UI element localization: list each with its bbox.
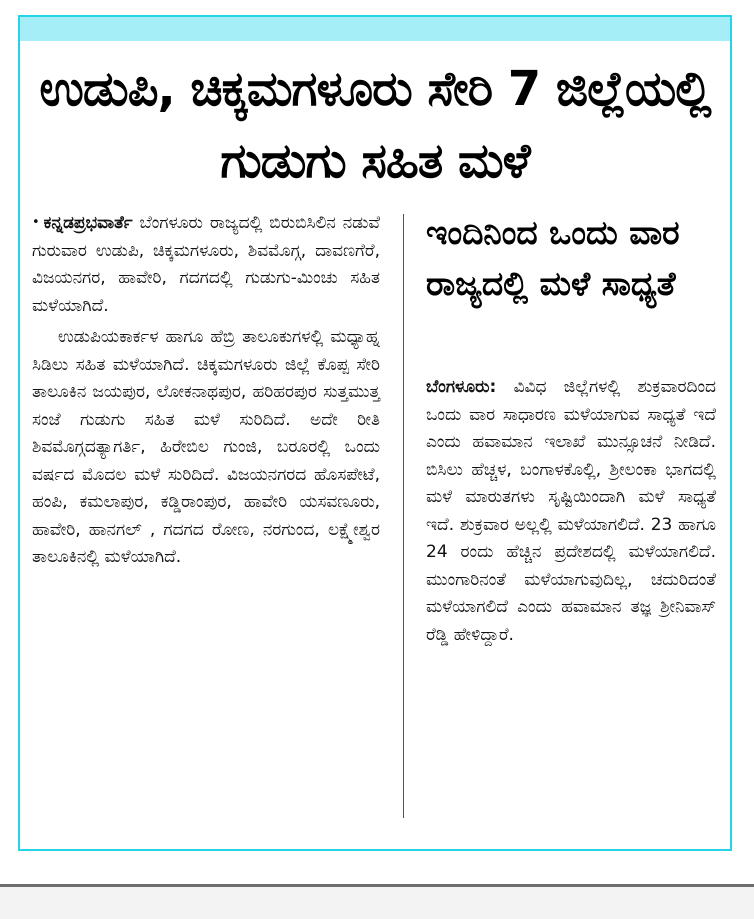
- right-article-headline: ಇಂದಿನಿಂದ ಒಂದು ವಾರ ರಾಜ್ಯದಲ್ಲಿ ಮಳೆ ಸಾಧ್ಯತೆ: [426, 213, 680, 303]
- left-article-para1-text: ರಾಜ್ಯದಲ್ಲಿ ಬಿರುಬಿಸಿಲಿನ ನಡುವೆ ಗುರುವಾರ ಉಡುಪಿ, ಚಿಕ್ಕಮಗಳೂರು, ಶಿವಮೊಗ್ಗ, ದಾವಣಗೆರೆ, ವಿಜಯನಗರ, ಹಾವೇರಿ, ಗದಗದಲ್ಲಿ ಗುಡುಗು-ಮಿಂಚು ಸಹಿತ ಮಳೆಯಾಗಿದೆ.: [32, 213, 380, 316]
- byline-location: ಬೆಂಗಳೂರು: [139, 213, 203, 233]
- left-article: [32, 209, 380, 572]
- main-headline: ಉಡುಪಿ, ಚಿಕ್ಕಮಗಳೂರು ಸೇರಿ 7 ಜಿಲ್ಲೆಯಲ್ಲಿ ಗುಡುಗು ಸಹಿತ ಮಳೆ: [39, 61, 711, 189]
- left-article-para2: ಉಡುಪಿಯಕಾರ್ಕಳ ಹಾಗೂ ಹೆಬ್ರಿ ತಾಲೂಕುಗಳಲ್ಲಿ ಮಧ್ಯಾಹ್ನ ಸಿಡಿಲು ಸಹಿತ ಮಳೆಯಾಗಿದೆ. ಚಿಕ್ಕಮಗಳೂರು ಜಿಲ್ಲೆ ಕೊಪ್ಪ ಸೇರಿ ತಾಲೂಕಿನ ಜಯಪುರ, ಲೋಕನಾಥಪುರ, ಹರಿಹರಪುರ ಸುತ್ತಮುತ್ತ ಸಂಜೆ ಗುಡುಗು ಸಹಿತ ಮಳೆ ಸುರಿದಿದೆ. ಅದೇ ರೀತಿ ಶಿವಮೊಗ್ಗದತ್ಯಾಗರ್ತಿ, ಹಿರೇಬಿಲ ಗುಂಜಿ, ಬರೂರಲ್ಲಿ ಒಂದು ವರ್ಷದ ಮೊದಲ ಮಳೆ ಸುರಿದಿದೆ. ವಿಜಯನಗರದ ಹೊಸಪೇಟೆ, ಹಂಪಿ, ಕಮಲಾಪುರ, ಕಡ್ಡಿರಾಂಪುರ, ಹಾವೇರಿ ಯಸವಣೂರು, ಹಾವೇರಿ, ಹಾನಗಲ್ , ಗದಗದ ರೋಣ, ನರಗುಂದ, ಲಕ್ಷ್ಮೇಶ್ವರ ತಾಲೂಕಿನಲ್ಲಿ ಮಳೆಯಾಗಿದೆ.: [32, 327, 380, 567]
- right-article-body: [426, 374, 716, 649]
- clipping-top-bar: [20, 17, 730, 41]
- byline-source: ಕನ್ನಡಪ್ರಭವಾರ್ತೆ: [43, 213, 133, 233]
- left-article-para1: [32, 209, 380, 320]
- right-article: [426, 374, 716, 649]
- news-clipping: [18, 15, 732, 851]
- right-article-dateline: ಬೆಂಗಳೂರು:: [426, 377, 497, 397]
- right-article-text: ವಿವಿಧ ಜಿಲ್ಲೆಗಳಲ್ಲಿ ಶುಕ್ರವಾರದಿಂದ ಒಂದು ವಾರ ಸಾಧಾರಣ ಮಳೆಯಾಗುವ ಸಾಧ್ಯತೆ ಇದೆ ಎಂದು ಹವಾಮಾನ ಇಲಾಖೆ ಮುನ್ಸೂಚನೆ ನೀಡಿದೆ. ಬಿಸಿಲು ಹೆಚ್ಚಳ, ಬಂಗಾಳಕೊಲ್ಲಿ, ಶ್ರೀಲಂಕಾ ಭಾಗದಲ್ಲಿ ಮಳೆ ಮಾರುತಗಳು ಸೃಷ್ಟಿಯಿಂದಾಗಿ ಮಳೆ ಸಾಧ್ಯತೆ ಇದೆ. ಶುಕ್ರವಾರ ಅಲ್ಲಲ್ಲಿ ಮಳೆಯಾಗಲಿದೆ. 23 ಹಾಗೂ 24 ರಂದು ಹೆಚ್ಚಿನ ಪ್ರದೇಶದಲ್ಲಿ ಮಳೆಯಾಗಲಿದೆ. ಮುಂಗಾರಿನಂತೆ ಮಳೆಯಾಗುವುದಿಲ್ಲ, ಚದುರಿದಂತೆ ಮಳೆಯಾಗಲಿದೆ ಎಂದು ಹವಾಮಾನ ತಜ್ಞ ಶ್ರೀನಿವಾಸ್ ರೆಡ್ಡಿ ಹೇಳಿದ್ದಾರೆ.: [426, 377, 716, 645]
- column-divider: [403, 214, 404, 818]
- page-bottom-edge: [0, 884, 754, 887]
- byline-bullet: •: [32, 215, 40, 230]
